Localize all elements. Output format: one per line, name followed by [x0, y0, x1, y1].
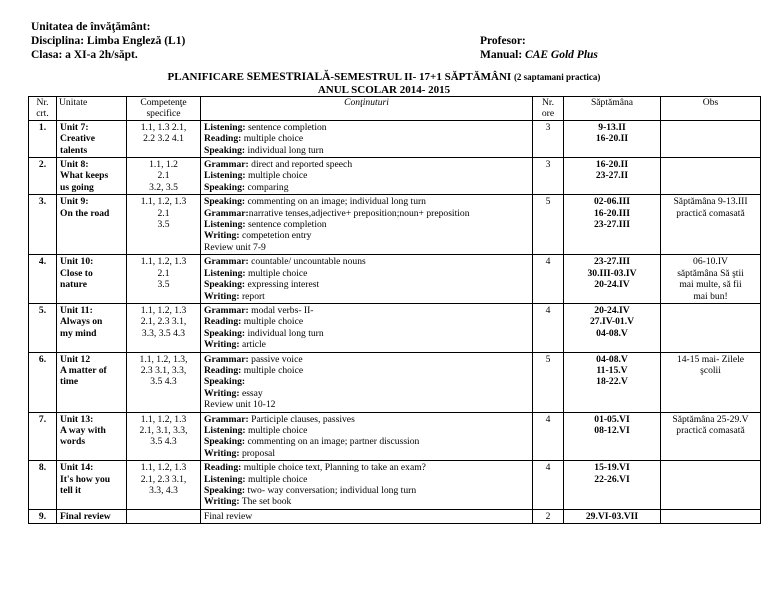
- content-type-label: Speaking:: [204, 376, 246, 388]
- weeks-cell: [564, 509, 661, 523]
- content-text: Review unit 10-12: [204, 399, 276, 411]
- table-row: [29, 120, 761, 157]
- content-text: modal verbs- II-: [248, 304, 314, 316]
- week-line: 01-05.VI: [594, 413, 630, 425]
- content-line: [204, 159, 529, 170]
- content-text: narrative tenses,adjective+ preposition;noun+ preposition: [248, 207, 470, 219]
- unit-cell: [57, 303, 127, 352]
- row-number: 2.: [29, 158, 57, 195]
- content-text: proposal: [239, 447, 275, 459]
- content-cell: [201, 158, 533, 195]
- unit-line: Final review: [60, 510, 111, 522]
- obs-line: mai bun!: [693, 290, 728, 302]
- content-type-label: Grammar:: [204, 207, 249, 219]
- competence-line: 2.1: [157, 207, 170, 219]
- manual-label: Manual:: [480, 49, 526, 61]
- weeks-cell: [564, 461, 661, 510]
- content-line: [204, 448, 529, 459]
- row-number: 8.: [29, 461, 57, 510]
- content-text: multiple choice: [241, 364, 304, 376]
- content-line: [204, 485, 529, 496]
- week-line: 11-15.V: [596, 364, 628, 376]
- competence-line: 3.5 4.3: [150, 376, 177, 388]
- content-line: [204, 256, 529, 267]
- unit-line: Always on: [60, 316, 103, 328]
- obs-line: Săptămâna 9-13.III: [673, 196, 748, 208]
- document-title: [0, 71, 768, 84]
- content-type-label: Grammar:: [204, 159, 249, 171]
- unit-line: Unit 7:: [60, 121, 89, 133]
- content-line: [204, 376, 529, 387]
- unit-line: talents: [60, 144, 88, 156]
- week-line: 08-12.VI: [594, 424, 630, 436]
- unit-line: Unit 12: [60, 353, 91, 365]
- content-type-label: Listening:: [204, 170, 246, 182]
- obs-cell: [661, 352, 761, 412]
- table-row: [29, 352, 761, 412]
- col-nr-header: Nr. crt.: [29, 97, 57, 121]
- week-line: 16-20.II: [595, 133, 629, 145]
- content-text: The set book: [239, 496, 292, 508]
- competences-cell: [127, 120, 201, 157]
- obs-cell: [661, 461, 761, 510]
- content-line: [204, 339, 529, 350]
- week-line: 20-24.IV: [594, 279, 630, 291]
- content-text: commenting on an image; individual long turn: [245, 196, 426, 208]
- competence-line: 3.3, 4.3: [149, 485, 178, 496]
- content-line: [204, 133, 529, 144]
- table-row: [29, 255, 761, 304]
- content-type-label: Speaking:: [204, 327, 246, 339]
- table-row: [29, 461, 761, 510]
- content-text: sentence completion: [245, 121, 327, 133]
- obs-line: practică comasată: [676, 424, 745, 436]
- col-week-header: Săptămâna: [564, 97, 661, 121]
- competence-line: 1.1, 1.2: [149, 159, 178, 171]
- content-text: comparing: [245, 181, 289, 193]
- competence-line: 3.3, 3.5 4.3: [141, 327, 186, 339]
- unit-cell: [57, 255, 127, 304]
- content-text: individual long turn: [245, 327, 324, 339]
- competences-cell: [127, 412, 201, 461]
- teacher-label: Profesor:: [480, 35, 526, 47]
- competence-line: 1.1, 1.2, 1.3: [140, 196, 187, 208]
- hours-cell: 3: [533, 158, 564, 195]
- unit-line: Unit 8:: [60, 159, 89, 171]
- unit-cell: [57, 352, 127, 412]
- content-line: [204, 242, 529, 253]
- unit-cell: [57, 158, 127, 195]
- col-unit-header: Unitate: [57, 97, 127, 121]
- content-line: [204, 268, 529, 279]
- content-type-label: Listening:: [204, 121, 246, 133]
- week-line: 04-08.V: [596, 327, 628, 339]
- content-line: [204, 316, 529, 327]
- col-ore-header: Nr. ore: [533, 97, 564, 121]
- table-row: [29, 303, 761, 352]
- content-type-label: Speaking:: [204, 485, 246, 496]
- unit-cell: [57, 509, 127, 523]
- hours-cell: 4: [533, 255, 564, 304]
- content-line: [204, 414, 529, 425]
- content-type-label: Reading:: [204, 133, 242, 145]
- competence-line: 1.1, 1.2, 1.3: [140, 462, 187, 474]
- unit-cell: [57, 195, 127, 255]
- week-line: 30.III-03.IV: [587, 267, 637, 279]
- weeks-cell: [564, 158, 661, 195]
- competence-line: 1.1, 1.2, 1.3: [140, 304, 187, 316]
- content-text: individual long turn: [245, 144, 324, 156]
- unit-line: nature: [60, 279, 88, 291]
- content-type-label: Listening:: [204, 219, 246, 231]
- unit-line: Creative: [60, 133, 95, 145]
- content-text: expressing interest: [245, 279, 320, 291]
- content-line: [204, 230, 529, 241]
- week-line: 04-08.V: [596, 353, 628, 365]
- content-line: [204, 388, 529, 399]
- content-text: multiple choice text, Planning to take an exam?: [241, 462, 426, 474]
- week-line: 18-22.V: [596, 376, 628, 388]
- obs-cell: [661, 509, 761, 523]
- content-text: sentence completion: [245, 219, 327, 231]
- weeks-cell: [564, 255, 661, 304]
- weeks-cell: [564, 120, 661, 157]
- content-type-label: Writing:: [204, 387, 240, 399]
- weeks-cell: [564, 412, 661, 461]
- table-row: [29, 412, 761, 461]
- content-text: Review unit 7-9: [204, 241, 266, 253]
- content-line: [204, 196, 529, 207]
- school-label: Unitatea de învăţământ:: [31, 21, 151, 33]
- document-header-right: [480, 34, 598, 62]
- competence-line: 3.2, 3.5: [149, 181, 178, 193]
- content-type-label: Speaking:: [204, 279, 246, 291]
- content-text: direct and reported speech: [248, 159, 353, 171]
- content-type-label: Grammar:: [204, 413, 249, 425]
- obs-cell: [661, 158, 761, 195]
- table-row: [29, 509, 761, 523]
- content-type-label: Speaking:: [204, 144, 246, 156]
- content-line: [204, 170, 529, 181]
- obs-line: 06-10.IV: [693, 256, 728, 268]
- row-number: 9.: [29, 509, 57, 523]
- col-content-header: Conţinuturi: [201, 97, 533, 121]
- planning-table: [28, 96, 761, 524]
- unit-line: Unit 13:: [60, 413, 94, 425]
- week-line: 23-27.III: [594, 256, 630, 268]
- content-cell: [201, 509, 533, 523]
- row-number: 1.: [29, 120, 57, 157]
- content-text: multiple choice: [241, 133, 304, 145]
- content-line: [204, 219, 529, 230]
- content-type-label: Listening:: [204, 424, 246, 436]
- unit-line: Unit 11:: [60, 304, 93, 316]
- content-cell: [201, 303, 533, 352]
- content-text: multiple choice: [245, 267, 308, 279]
- content-line: [204, 279, 529, 290]
- content-line: [204, 425, 529, 436]
- unit-line: A way with: [60, 424, 106, 436]
- row-number: 3.: [29, 195, 57, 255]
- obs-line: şcolii: [700, 364, 721, 376]
- col-obs-header: Obs: [661, 97, 761, 121]
- week-line: 16-20.II: [595, 159, 629, 171]
- content-line: [204, 305, 529, 316]
- hours-cell: 4: [533, 303, 564, 352]
- unit-line: my mind: [60, 327, 97, 339]
- hours-cell: 2: [533, 509, 564, 523]
- content-text: article: [239, 339, 266, 351]
- content-text: report: [239, 290, 265, 302]
- content-text: two- way conversation; individual long turn: [245, 485, 417, 496]
- hours-cell: 3: [533, 120, 564, 157]
- content-line: [204, 354, 529, 365]
- week-line: 9-13.II: [598, 121, 626, 133]
- obs-cell: [661, 255, 761, 304]
- weeks-cell: [564, 195, 661, 255]
- manual-value: CAE Gold Plus: [525, 49, 598, 61]
- content-type-label: Reading:: [204, 316, 242, 328]
- obs-line: Săptămâna 25-29.V: [672, 413, 749, 425]
- unit-line: us going: [60, 181, 94, 193]
- competence-line: 1.1, 1.2, 1.3: [140, 256, 187, 268]
- content-line: [204, 365, 529, 376]
- unit-cell: [57, 412, 127, 461]
- row-number: 4.: [29, 255, 57, 304]
- competence-line: 2.3 3.1, 3.3,: [140, 364, 187, 376]
- unit-cell: [57, 461, 127, 510]
- obs-line: 14-15 mai- Zilele: [676, 353, 745, 365]
- content-line: [204, 436, 529, 447]
- unit-cell: [57, 120, 127, 157]
- content-text: competetion entry: [239, 230, 312, 242]
- content-line: [204, 462, 529, 473]
- content-text: multiple choice: [245, 473, 308, 485]
- title-part-2: SEMESTRIALĂ: [246, 71, 331, 83]
- table-row: [29, 195, 761, 255]
- weeks-cell: [564, 303, 661, 352]
- content-line: [204, 511, 529, 522]
- content-type-label: Reading:: [204, 462, 242, 474]
- content-text: essay: [239, 387, 263, 399]
- competences-cell: [127, 303, 201, 352]
- unit-line: Close to: [60, 267, 93, 279]
- content-type-label: Grammar:: [204, 256, 249, 268]
- title-part-3: -SEMESTRUL II- 17+1 SĂPTĂMÂNI: [330, 71, 514, 83]
- competence-line: 2.1: [157, 170, 170, 182]
- unit-line: A matter of: [60, 364, 107, 376]
- content-text: multiple choice: [245, 170, 308, 182]
- competence-line: 2.1: [157, 267, 170, 279]
- content-line: [204, 328, 529, 339]
- obs-line: practică comasată: [676, 207, 745, 219]
- content-type-label: Listening:: [204, 267, 246, 279]
- obs-cell: [661, 120, 761, 157]
- content-line: [204, 145, 529, 156]
- content-type-label: Writing:: [204, 230, 240, 242]
- week-line: 16-20.III: [594, 207, 630, 219]
- content-text: multiple choice: [245, 424, 308, 436]
- week-line: 22-26.VI: [594, 473, 630, 485]
- unit-line: What keeps: [60, 170, 109, 182]
- competence-line: 1.1, 1.2, 1.3: [140, 413, 187, 425]
- table-header-row: [29, 97, 761, 121]
- unit-line: time: [60, 376, 79, 388]
- content-line: [204, 182, 529, 193]
- competences-cell: [127, 195, 201, 255]
- competence-line: 2.1, 2.3 3.1,: [140, 473, 187, 485]
- content-type-label: Writing:: [204, 447, 240, 459]
- competences-cell: [127, 352, 201, 412]
- content-type-label: Speaking:: [204, 196, 246, 208]
- competence-line: 2.1, 2.3 3.1,: [140, 316, 187, 328]
- content-cell: [201, 412, 533, 461]
- content-type-label: Speaking:: [204, 181, 246, 193]
- competence-line: 2.1, 3.1, 3.3,: [139, 424, 188, 436]
- week-line: 02-06.III: [594, 196, 630, 208]
- competences-cell: [127, 158, 201, 195]
- unit-line: On the road: [60, 207, 110, 219]
- unit-line: Unit 9:: [60, 196, 89, 208]
- competence-line: 1.1, 1.3 2.1,: [140, 121, 187, 133]
- content-line: [204, 208, 529, 219]
- hours-cell: 4: [533, 461, 564, 510]
- class-label: Clasa: a XI-a 2h/săpt.: [31, 49, 138, 61]
- unit-line: tell it: [60, 485, 82, 496]
- row-number: 6.: [29, 352, 57, 412]
- content-type-label: Grammar:: [204, 353, 249, 365]
- competence-line: 2.2 3.2 4.1: [143, 133, 184, 145]
- content-cell: [201, 120, 533, 157]
- content-cell: [201, 352, 533, 412]
- competence-line: 3.5: [157, 279, 170, 291]
- content-text: Final review: [204, 510, 253, 522]
- content-type-label: Listening:: [204, 473, 246, 485]
- row-number: 5.: [29, 303, 57, 352]
- unit-line: It's how you: [60, 473, 111, 485]
- obs-cell: [661, 195, 761, 255]
- obs-line: mai multe, să fii: [679, 279, 742, 291]
- hours-cell: 4: [533, 412, 564, 461]
- competences-cell: [127, 255, 201, 304]
- content-type-label: Writing:: [204, 290, 240, 302]
- school-year: ANUL SCOLAR 2014- 2015: [317, 84, 451, 96]
- content-text: passive voice: [248, 353, 303, 365]
- week-line: 23-27.II: [595, 170, 629, 182]
- week-line: 20-24.IV: [594, 304, 630, 316]
- content-cell: [201, 255, 533, 304]
- competences-cell: [127, 509, 201, 523]
- content-text: multiple choice: [241, 316, 304, 328]
- week-line: 29.VI-03.VII: [585, 510, 639, 522]
- row-number: 7.: [29, 412, 57, 461]
- content-cell: [201, 195, 533, 255]
- week-line: 27.IV-01.V: [589, 316, 635, 328]
- hours-cell: 5: [533, 352, 564, 412]
- week-line: 15-19.VI: [594, 462, 630, 474]
- content-text: commenting on an image; partner discussion: [245, 436, 420, 448]
- title-part-4: (2 saptamani practica): [513, 72, 601, 82]
- competence-line: 3.5 4.3: [150, 436, 177, 448]
- content-line: [204, 474, 529, 485]
- content-type-label: Writing:: [204, 496, 240, 508]
- competences-cell: [127, 461, 201, 510]
- content-type-label: Writing:: [204, 339, 240, 351]
- content-type-label: Reading:: [204, 364, 242, 376]
- content-cell: [201, 461, 533, 510]
- obs-cell: [661, 412, 761, 461]
- content-text: Participle clauses, passives: [248, 413, 355, 425]
- title-part-1: PLANIFICARE: [167, 71, 247, 83]
- competence-line: 3.5: [157, 219, 170, 231]
- col-comp-header: Competenţe specifice: [127, 97, 201, 121]
- obs-line: săptămâna Să ştii: [677, 267, 744, 279]
- content-text: countable/ uncountable nouns: [248, 256, 366, 268]
- hours-cell: 5: [533, 195, 564, 255]
- manual-line: [480, 48, 598, 62]
- content-type-label: Grammar:: [204, 304, 249, 316]
- table-row: [29, 158, 761, 195]
- content-line: [204, 399, 529, 410]
- content-line: [204, 291, 529, 302]
- obs-cell: [661, 303, 761, 352]
- discipline-label: Disciplina: Limba Engleză (L1): [31, 35, 186, 47]
- week-line: 23-27.III: [594, 219, 630, 231]
- competence-line: 1.1, 1.2, 1.3,: [139, 353, 188, 365]
- content-type-label: Speaking:: [204, 436, 246, 448]
- unit-line: words: [60, 436, 86, 448]
- content-line: [204, 496, 529, 507]
- unit-line: Unit 14:: [60, 462, 94, 474]
- document-header-left: [31, 20, 185, 62]
- weeks-cell: [564, 352, 661, 412]
- content-line: [204, 122, 529, 133]
- unit-line: Unit 10:: [60, 256, 94, 268]
